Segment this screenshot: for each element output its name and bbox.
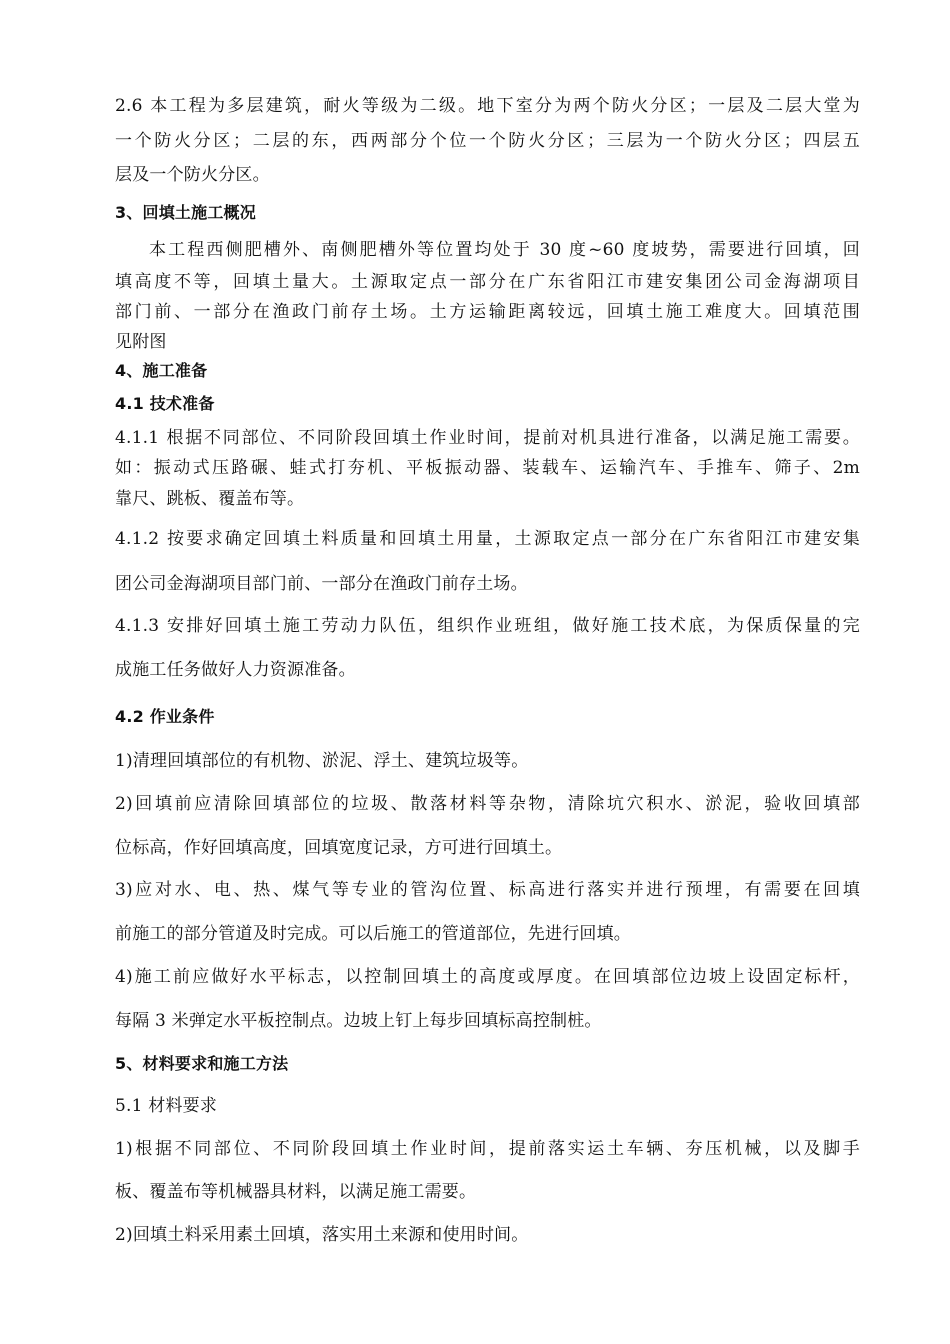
item-4-1-1-line-3: 靠尺、跳板、覆盖布等。 xyxy=(115,489,305,509)
section-5-1-heading: 5.1 材料要求 xyxy=(115,1096,218,1116)
section-3-line-3: 部门前、一部分在渔政门前存土场。土方运输距离较远，回填土施工难度大。回填范围 xyxy=(115,302,860,322)
item-4-1-1-line-1: 4.1.1 根据不同部位、不同阶段回填土作业时间，提前对机具进行准备，以满足施工需要。 xyxy=(115,428,860,448)
section-3-line-4: 见附图 xyxy=(115,332,167,352)
condition-3-line-1: 3)应对水、电、热、煤气等专业的管沟位置、标高进行落实并进行预埋，有需要在回填 xyxy=(115,880,860,900)
section-3-line-2: 填高度不等，回填土量大。土源取定点一部分在广东省阳江市建安集团公司金海湖项目 xyxy=(115,272,860,292)
section-4-1-heading: 4.1 技术准备 xyxy=(115,394,215,413)
item-4-1-3-line-2: 成施工任务做好人力资源准备。 xyxy=(115,660,356,680)
item-4-1-1-line-2: 如：振动式压路碾、蛙式打夯机、平板振动器、装载车、运输汽车、手推车、筛子、2m xyxy=(115,458,860,478)
section-5-heading: 5、材料要求和施工方法 xyxy=(115,1054,289,1073)
condition-3-line-2: 前施工的部分管道及时完成。可以后施工的管道部位，先进行回填。 xyxy=(115,924,631,944)
item-4-1-2-line-2: 团公司金海湖项目部门前、一部分在渔政门前存土场。 xyxy=(115,574,528,594)
condition-2-line-2: 位标高，作好回填高度，回填宽度记录，方可进行回填土。 xyxy=(115,838,563,858)
material-1-line-2: 板、覆盖布等机械器具材料，以满足施工需要。 xyxy=(115,1182,477,1202)
paragraph-2-6-line-2: 一个防火分区；二层的东，西两部分个位一个防火分区；三层为一个防火分区；四层五 xyxy=(115,131,860,151)
condition-4-line-2: 每隔 3 米弹定水平板控制点。边坡上钉上每步回填标高控制桩。 xyxy=(115,1011,602,1031)
condition-1: 1)清理回填部位的有机物、淤泥、浮土、建筑垃圾等。 xyxy=(115,751,529,771)
material-1-line-1: 1)根据不同部位、不同阶段回填土作业时间，提前落实运土车辆、夯压机械，以及脚手 xyxy=(115,1139,860,1159)
condition-4-line-1: 4)施工前应做好水平标志，以控制回填土的高度或厚度。在回填部位边坡上设固定标杆， xyxy=(115,967,860,987)
section-4-2-heading: 4.2 作业条件 xyxy=(115,707,215,726)
section-3-heading: 3、回填土施工概况 xyxy=(115,203,256,222)
section-4-heading: 4、施工准备 xyxy=(115,361,208,380)
paragraph-2-6-line-3: 层及一个防火分区。 xyxy=(115,165,270,185)
material-2: 2)回填土料采用素土回填，落实用土来源和使用时间。 xyxy=(115,1225,529,1245)
condition-2-line-1: 2)回填前应清除回填部位的垃圾、散落材料等杂物，清除坑穴积水、淤泥，验收回填部 xyxy=(115,794,860,814)
section-3-line-1: 本工程西侧肥槽外、南侧肥槽外等位置均处于 30 度~60 度坡势，需要进行回填，回 xyxy=(149,240,860,260)
paragraph-2-6-line-1: 2.6 本工程为多层建筑，耐火等级为二级。地下室分为两个防火分区；一层及二层大堂为 xyxy=(115,96,860,116)
item-4-1-3-line-1: 4.1.3 安排好回填土施工劳动力队伍，组织作业班组，做好施工技术底，为保质保量的完 xyxy=(115,616,860,636)
item-4-1-2-line-1: 4.1.2 按要求确定回填土料质量和回填土用量，土源取定点一部分在广东省阳江市建安集 xyxy=(115,529,860,549)
